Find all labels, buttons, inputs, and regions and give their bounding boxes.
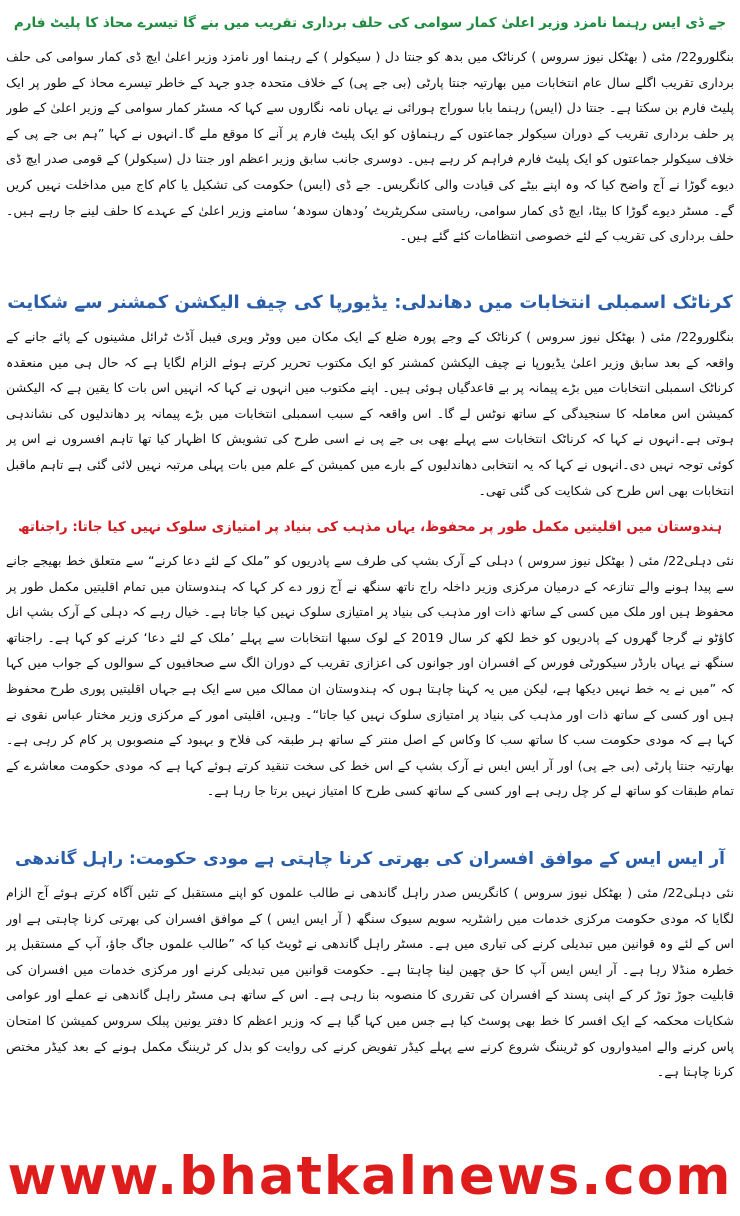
article-1-headline: جے ڈی ایس رہنما نامزد وزیر اعلیٰ کمار سوامی کی حلف برداری تقریب میں بنے گا تیسرے محاذ کا پلیٹ فارم bbox=[13, 15, 727, 31]
article-1 bbox=[0, 4, 740, 274]
article-3 bbox=[0, 508, 740, 830]
article-1-body: بنگلورو22/ مئی ( بھٹکل نیوز سروس ) کرناٹک میں بدھ کو جنتا دل ( سیکولر ) کے رہنما اور نامزد وزیر اعلیٰ ایچ ڈی کمار سوامی کی حلف برداری تقریب اگلے سال عام انتخابات میں بھارتیہ جنتا پارٹی (بی جے پی) کے خلاف متحدہ جدو جہد کے خاطر تیسرے محاذ کے طور پر ایک پلیٹ فارم بن سکتا ہے۔ جنتا دل (ایس) رہنما بابا سوراج ہورائی نے یہاں نامہ نگاروں سے کہا کہ مسٹر کمار سوامی کے وزیر اعلیٰ کے طور پر حلف برداری تقریب کے دوران سیکولر جماعتوں کے رہنماؤں کو ایک پلیٹ فارم پر آنے کا موقع ملے گا۔انہوں نے کہا ”ہم بی جے پی کے خلاف سیکولر جماعتوں کو ایک پلیٹ فارم فراہم کر رہے ہیں۔ دوسری جانب سابق وزیر اعظم اور جنتا دل (سیکولر) کے قومی صدر ایچ ڈی دیوے گوڑا نے آج واضح کیا کہ وہ اپنے بیٹے کی قیادت والی کانگریس۔ جے ڈی (ایس) حکومت کی تشکیل یا کام کاج میں مداخلت نہیں کریں گے۔ مسٹر دیوے گوڑا کا بیٹا، ایچ ڈی کمار سوامی، ریاستی سکریٹریٹ ’ودھان سودھ‘ سامنے وزیر اعلیٰ کے عہدے کا حلف لینے جا رہے ہیں۔حلف برداری کی تقریب کے لئے خصوصی انتظامات کئے گئے ہیں۔ bbox=[6, 49, 734, 244]
article-2-headline: کرناٹک اسمبلی انتخابات میں دھاندلی: یڈیورپا کی چیف الیکشن کمشنر سے شکایت bbox=[7, 292, 733, 313]
article-4-body: نئی دہلی22/ مئی ( بھٹکل نیوز سروس ) کانگریس صدر راہل گاندھی نے طالب علموں کو اپنے مستقبل کے تئیں آگاہ کرتے ہوئے آج الزام لگایا کہ مودی حکومت مرکزی خدمات میں راشٹریہ سویم سیوک سنگھ ( آر ایس ایس ) کے موافق افسران کی بھرتی کرنا چاہتی ہے اور اس کے لئے وہ قوانین میں تبدیلی کرنے کی تیاری میں ہے۔ مسٹر راہل گاندھی نے ٹویٹ کیا کہ ”طالب علموں جاگ جاؤ، آپ کے مستقبل پر خطرہ منڈلا رہا ہے۔ آر ایس ایس آپ کا حق چھین لینا چاہتا ہے۔ حکومت قوانین میں تبدیلی کرنے اور مرکزی خدمات میں افسران کی قابلیت جوڑ توڑ کر کے اپنی پسند کے افسران کی تقرری کا منصوبہ بنا رہی ہے۔ اس کے ساتھ ہی مسٹر راہل گاندھی نے عملے اور عوامی شکایات محکمہ کے ایک افسر کا خط بھی پوسٹ کیا ہے جس میں کہا گیا ہے کہ وزیر اعظم کا دفتر یونین پبلک سروس کمیشن کا امتحان پاس کرنے والے امیدواروں کو ٹریننگ شروع کرنے سے پہلے کیڈر تفویض کرنے کی روایت کو بدل کر ٹریننگ مکمل ہونے کے بعد کیڈر مختص کرنا چاہتا ہے۔ bbox=[6, 885, 734, 1080]
article-2-body: بنگلورو22/ مئی ( بھٹکل نیوز سروس ) کرناٹک کے وجے پورہ ضلع کے ایک مکان میں ووٹر ویری فیبل آڈٹ ٹرائل مشینوں کے پائے جانے کے واقعہ کے بعد سابق وزیر اعلیٰ یڈیورپا نے چیف الیکشن کمشنر کو ایک مکتوب تحریر کرتے ہوئے الزام لگایا ہے کہ حال ہی میں منعقدہ کرناٹک اسمبلی انتخابات میں بڑے پیمانہ پر بے قاعدگیاں ہوئی ہیں۔ اپنے مکتوب میں انہوں نے کہا کہ انہیں اس بات کا یقین ہے کہ الیکشن کمیشن اس معاملہ کا سنجیدگی کے ساتھ نوٹس لے گا۔ اس واقعہ کے سبب اسمبلی انتخابات میں بڑے پیمانہ پر دھاندلیوں کی نشاندہی ہوتی ہے۔انہوں نے کہا کہ کرناٹک انتخابات سے پہلے بھی بی جے پی نے اسی طرح کی تشویش کا اظہار کیا تھا تاہم افسروں نے اس پر کوئی توجہ نہیں دی۔انہوں نے کہا کہ یہ انتخابی دھاندلیوں کے بارے میں کمیشن کے علم میں بات پہلی مرتبہ نہیں لائی گئی ہے تاہم ماقبل انتخابات بھی اس طرح کی شکایت کی گئی تھی۔ bbox=[6, 329, 734, 498]
article-4-headline: آر ایس ایس کے موافق افسران کی بھرتی کرنا چاہتی ہے مودی حکومت: راہل گاندھی bbox=[15, 849, 725, 869]
article-3-body: نئی دہلی22/ مئی ( بھٹکل نیوز سروس ) دہلی کے آرک بشپ کی طرف سے پادریوں کو ”ملک کے لئے دعا کرنے“ سے متعلق خط بھیجے جانے سے پیدا ہونے والے تنازعہ کے درمیان مرکزی وزیر داخلہ راج ناتھ سنگھ نے آج زور دے کر کہا کہ ہندوستان میں تمام اقلیتیں مکمل طور پر محفوظ ہیں اور ملک میں کسی کے ساتھ ذات اور مذہب کی بنیاد پر امتیازی سلوک نہیں کیا جاتا ہے۔ خیال رہے کہ دہلی کے آرک بشپ انل کاؤٹو نے گرجا گھروں کے پادریوں کو خط لکھ کر سال 2019 کے لوک سبھا انتخابات سے پہلے ’ملک کے لئے دعا‘ کرنے کو کہا ہے۔ راجناتھ سنگھ نے یہاں بارڈر سیکورٹی فورس کے افسران اور جوانوں کی اعزازی تقریب کے دوران الگ سے صحافیوں کے سوالوں کے جواب میں کہا کہ ”میں نے یہ خط نہیں دیکھا ہے، لیکن میں یہ کہنا چاہتا ہوں کہ ہندوستان ان ممالک میں سے ایک ہے جہاں اقلیتیں پوری طرح محفوظ ہیں اور کسی کے ساتھ ذات اور مذہب کی بنیاد پر امتیازی سلوک نہیں کیا جاتا“۔ وہیں، اقلیتی امور کے مرکزی وزیر مختار عباس نقوی نے کہا ہے کہ مودی حکومت سب کا ساتھ سب کا وکاس کے اصل منتر کے ساتھ ہر طبقہ کی فلاح و بہبود کے منصوبوں پر کام کر رہی ہے۔ بھارتیہ جنتا پارٹی (بی جے پی) اور آر ایس ایس نے آرک بشپ کے اس خط کی سخت تنقید کرتے ہوئے کہا ہے کہ مودی حکومت معاشرے کے تمام طبقات کو ساتھ لے کر چل رہی ہے اور کسی کے ساتھ کسی طرح کا امتیاز نہیں برتا جا رہا ہے۔ bbox=[6, 553, 734, 799]
article-3-headline: ہندوستان میں اقلیتیں مکمل طور پر محفوظ، یہاں مذہب کی بنیاد پر امتیازی سلوک نہیں کیا جاتا: راجناتھ bbox=[17, 519, 723, 535]
article-2 bbox=[0, 284, 740, 504]
article-4 bbox=[0, 840, 740, 1085]
website-url[interactable]: www.bhatkalnews.com bbox=[7, 1146, 733, 1207]
